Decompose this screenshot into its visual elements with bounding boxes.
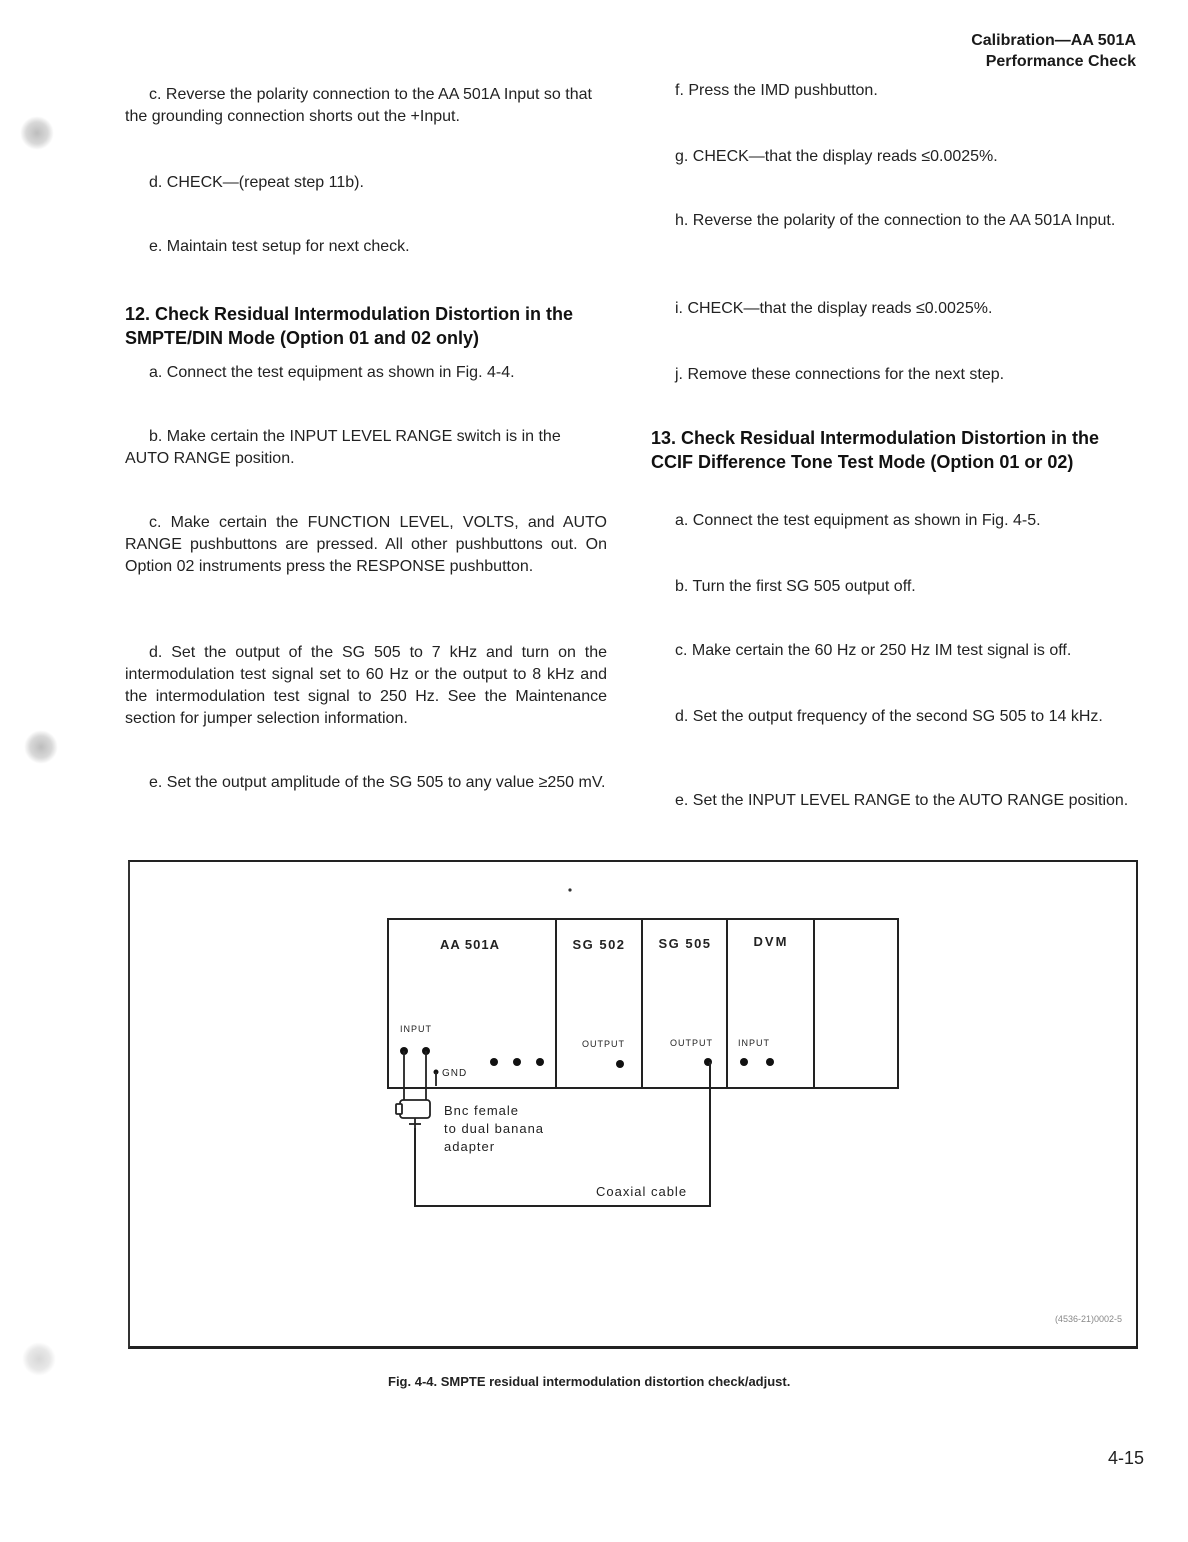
sg505-output-label: OUTPUT xyxy=(670,1038,713,1048)
sg502-label: SG 502 xyxy=(572,937,626,952)
s13-step-a: a. Connect the test equipment as shown in Fig. 4-5. xyxy=(675,512,1041,529)
dvm-input-jack-1-icon xyxy=(740,1058,748,1066)
step-e-maintain-setup: e. Maintain test setup for next check. xyxy=(149,238,410,255)
aa501a-input-label: INPUT xyxy=(400,1024,432,1034)
coaxial-cable-label: Coaxial cable xyxy=(596,1184,688,1199)
punch-hole-mark-middle xyxy=(24,730,58,764)
aa501a-jack-3-icon xyxy=(536,1058,544,1066)
figure-code: (4536-21)0002-5 xyxy=(1054,1314,1122,1324)
s12-step-c: c. Make certain the FUNCTION LEVEL, VOLTS, and AUTO RANGE pushbuttons are pressed. All other pushbuttons out. On Option 02 instruments press the RESPONSE pushbutton. xyxy=(125,514,607,575)
step-c-reverse-polarity: c. Reverse the polarity connection to the AA 501A Input so that the grounding connection shorts out the +Input. xyxy=(125,86,592,125)
aa501a-label: AA 501A xyxy=(440,937,500,952)
section-13-heading: 13. Check Residual Intermodulation Distortion in the CCIF Difference Tone Test Mode (Option 01 or 02) xyxy=(651,428,1100,472)
figure-caption: Fig. 4-4. SMPTE residual intermodulation distortion check/adjust. xyxy=(388,1374,791,1389)
step-f-press-imd: f. Press the IMD pushbutton. xyxy=(675,82,878,99)
dvm-input-jack-2-icon xyxy=(766,1058,774,1066)
section-12-heading: 12. Check Residual Intermodulation Distortion in the SMPTE/DIN Mode (Option 01 and 02 only) xyxy=(125,304,574,348)
s12-step-b: b. Make certain the INPUT LEVEL RANGE switch is in the AUTO RANGE position. xyxy=(125,428,561,467)
page-header xyxy=(971,30,1136,72)
s12-step-a: a. Connect the test equipment as shown in Fig. 4-4. xyxy=(149,364,515,381)
figure-4-4 xyxy=(128,860,1138,1349)
step-i-check-display: i. CHECK—that the display reads ≤0.0025%. xyxy=(675,300,993,317)
step-g-check-display: g. CHECK—that the display reads ≤0.0025%. xyxy=(675,148,998,165)
dvm-input-label: INPUT xyxy=(738,1038,770,1048)
stray-dot xyxy=(568,888,571,891)
s12-step-e: e. Set the output amplitude of the SG 505 to any value ≥250 mV. xyxy=(149,774,606,791)
test-setup-diagram xyxy=(130,862,1136,1346)
s13-step-b: b. Turn the first SG 505 output off. xyxy=(675,578,916,595)
page-number: 4-15 xyxy=(1107,1448,1144,1468)
bnc-adapter-icon xyxy=(396,1100,430,1128)
header-title-line2: Performance Check xyxy=(985,53,1136,70)
step-j-remove-connections: j. Remove these connections for the next step. xyxy=(675,366,1005,383)
adapter-label-line3: adapter xyxy=(444,1139,496,1154)
aa501a-jack-2-icon xyxy=(513,1058,521,1066)
s13-step-e: e. Set the INPUT LEVEL RANGE to the AUTO RANGE position. xyxy=(675,792,1129,809)
dvm-label: DVM xyxy=(753,934,789,949)
punch-hole-mark-bottom xyxy=(22,1342,56,1376)
step-h-reverse-polarity: h. Reverse the polarity of the connection to the AA 501A Input. xyxy=(675,212,1116,229)
adapter-label-line2: to dual banana xyxy=(444,1121,545,1136)
punch-hole-mark-top xyxy=(20,116,54,150)
step-d-check-repeat: d. CHECK—(repeat step 11b). xyxy=(149,174,364,191)
header-title-line1: Calibration—AA 501A xyxy=(971,32,1136,49)
aa501a-jack-1-icon xyxy=(490,1058,498,1066)
s12-step-d: d. Set the output of the SG 505 to 7 kHz and turn on the intermodulation test signal set to 60 Hz or the output to 8 kHz and the intermodulation test signal to 250 Hz. See the Maintenance section for jumper selection information. xyxy=(125,644,607,727)
sg505-label: SG 505 xyxy=(658,936,712,951)
adapter-label-line1: Bnc female xyxy=(444,1103,520,1118)
s13-step-d: d. Set the output frequency of the second SG 505 to 14 kHz. xyxy=(675,708,1103,725)
module-empty xyxy=(814,919,898,1088)
gnd-label: GND xyxy=(442,1068,468,1079)
adapter-leads xyxy=(404,1051,436,1100)
sg502-output-label: OUTPUT xyxy=(582,1039,625,1049)
s13-step-c: c. Make certain the 60 Hz or 250 Hz IM test signal is off. xyxy=(675,642,1072,659)
sg502-output-jack-icon xyxy=(616,1060,624,1068)
